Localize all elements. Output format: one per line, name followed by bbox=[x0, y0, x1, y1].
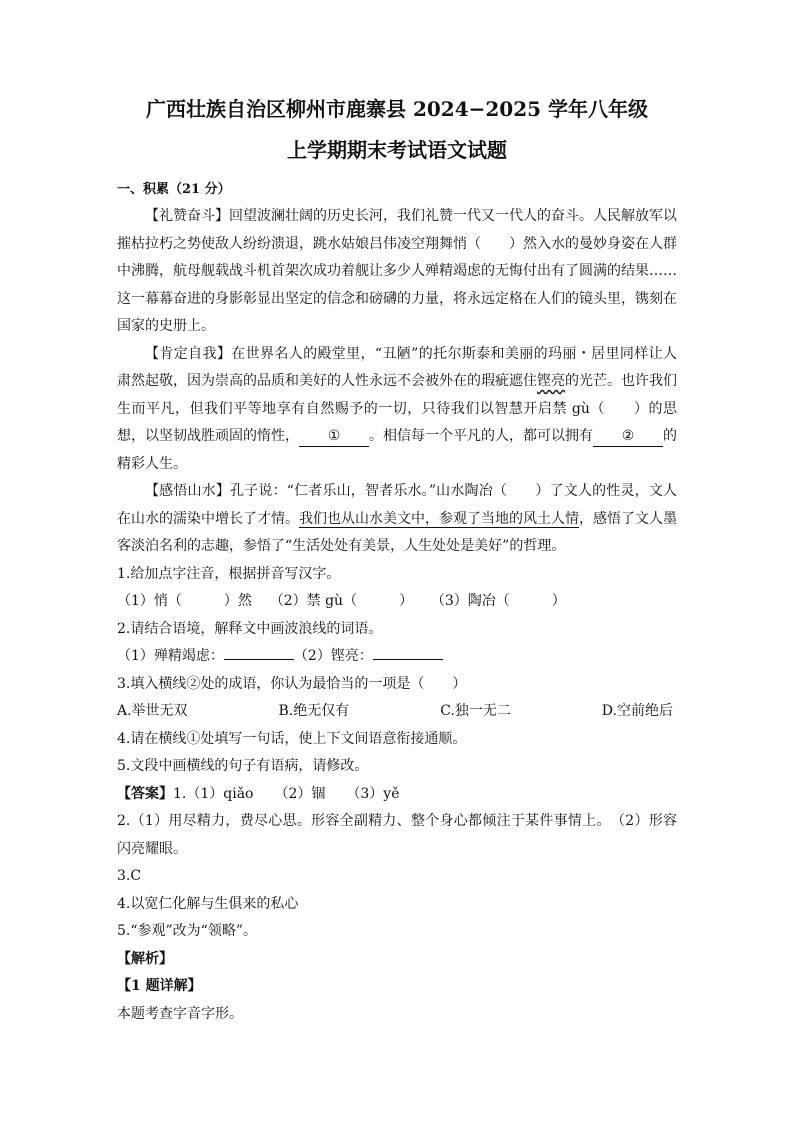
question-2: 2.请结合语境，解释文中画波浪线的词语。 bbox=[117, 620, 383, 637]
paragraph-text: 。相信每一个平凡的人，都可以拥有 bbox=[369, 428, 593, 444]
option-a: A.举世无双 bbox=[117, 703, 188, 719]
option-b: B.绝无仅有 bbox=[278, 703, 350, 719]
paragraph-tag: 【感悟山水】 bbox=[145, 483, 231, 499]
paragraph-1 bbox=[117, 203, 677, 341]
paragraph-2 bbox=[117, 341, 677, 479]
question-1: 1.给加点字注音，根据拼音写汉字。 bbox=[117, 565, 341, 582]
paragraph-text: 孔子说：“仁者乐山，智者乐水。”山水陶冶（ ）了文人的性灵，文人在山水的濡染中增长了才情。 bbox=[117, 483, 677, 527]
q1-item-1: （1）悄（ ）然 bbox=[117, 593, 252, 609]
detail-label: 【1 题详解】 bbox=[117, 978, 202, 994]
question-1-items bbox=[117, 588, 677, 616]
blank-2: ② bbox=[593, 426, 663, 447]
paragraph-text: 的精彩人生。 bbox=[117, 428, 677, 472]
question-3: 3.填入横线②处的成语，你认为最恰当的一项是（ ） bbox=[117, 675, 467, 692]
paragraph-text: ，感悟了文人墨客淡泊名利的志趣，参悟了“生活处处有美景，人生处处是美好”的哲理。 bbox=[117, 510, 677, 554]
answer-line-1 bbox=[117, 781, 677, 809]
paragraph-text: 在世界名人的殿堂里，“丑陋”的托尔斯泰和美丽的玛丽・居里同样让人肃然起敬，因为崇高的品质和美好的人性永远不会被外在的瑕疵遮住 bbox=[117, 345, 677, 389]
question-2-items bbox=[117, 643, 677, 671]
answer-blank bbox=[224, 659, 294, 660]
question-5: 5.文段中画横线的句子有语病，请修改。 bbox=[117, 758, 369, 774]
answer-blank bbox=[373, 659, 443, 660]
answer-1: 1.（1）qiǎo （2）锢 （3）yě bbox=[173, 785, 400, 802]
paragraph-text: 回望波澜壮阔的历史长河，我们礼赞一代又一代人的奋斗。人民解放军以摧枯拉朽之势使敌人纷纷溃退，跳水姑娘吕伟凌空翔舞悄（ ）然入水的曼妙身姿在人群中沸腾，航母舰载战斗机首架次成功着舰让多少人殚精竭虑的无悔付出有了圆满的结果……这一幕幕奋进的身影彰显出坚定的信念和磅礴的力量，将永远定格在人们的镜头里，镌刻在国家的史册上。 bbox=[117, 208, 677, 334]
q2-item-2: （2）铿亮： bbox=[293, 648, 373, 664]
q1-item-3: （3）陶冶（ ） bbox=[430, 593, 566, 609]
question-3-options bbox=[117, 698, 673, 726]
detail-text: 本题考查字音字形。 bbox=[117, 1005, 243, 1022]
paragraph-text: 的光芒。也许我们生而平凡，但我们平等地享有自然赐予的一切，只待我们以智慧开启禁 gù（ ）的思想，以坚韧战胜顽固的惰性， bbox=[117, 373, 677, 444]
option-d: D.空前绝后 bbox=[601, 703, 673, 719]
q1-item-2: （2）禁 gù（ ） bbox=[269, 593, 414, 609]
section-heading: 一、积累（21 分） bbox=[117, 182, 231, 197]
question-4: 4.请在横线①处填写一句话，使上下文间语意衔接通顺。 bbox=[117, 730, 467, 747]
paragraph-3 bbox=[117, 478, 677, 561]
answer-5: 5.“参观”改为“领略”。 bbox=[117, 923, 257, 939]
doc-title-line1: 广西壮族自治区柳州市鹿寨县 2024−2025 学年八年级 bbox=[145, 97, 648, 121]
paragraph-tag: 【礼赞奋斗】 bbox=[145, 208, 229, 224]
doc-title-line2: 上学期期末考试语文试题 bbox=[287, 138, 507, 162]
paragraph-tag: 【肯定自我】 bbox=[145, 345, 232, 362]
analysis-label: 【解析】 bbox=[117, 950, 173, 967]
wavy-underlined-word: 铿亮 bbox=[537, 373, 565, 389]
answer-label: 【答案】 bbox=[117, 785, 173, 802]
answer-2: 2.（1）用尽精力，费尽心思。形容全副精力、整个身心都倾注于某件事情上。 （2）形容闪亮耀眼。 bbox=[117, 813, 677, 857]
answer-4: 4.以宽仁化解与生俱来的私心 bbox=[117, 895, 299, 912]
underlined-sentence: 我们也从山水美文中，参观了当地的风土人情 bbox=[299, 510, 579, 527]
option-c: C.独一无二 bbox=[440, 703, 511, 719]
q2-item-1: （1）殚精竭虑： bbox=[117, 648, 224, 664]
answer-3: 3.C bbox=[117, 868, 142, 884]
blank-1: ① bbox=[299, 426, 369, 447]
